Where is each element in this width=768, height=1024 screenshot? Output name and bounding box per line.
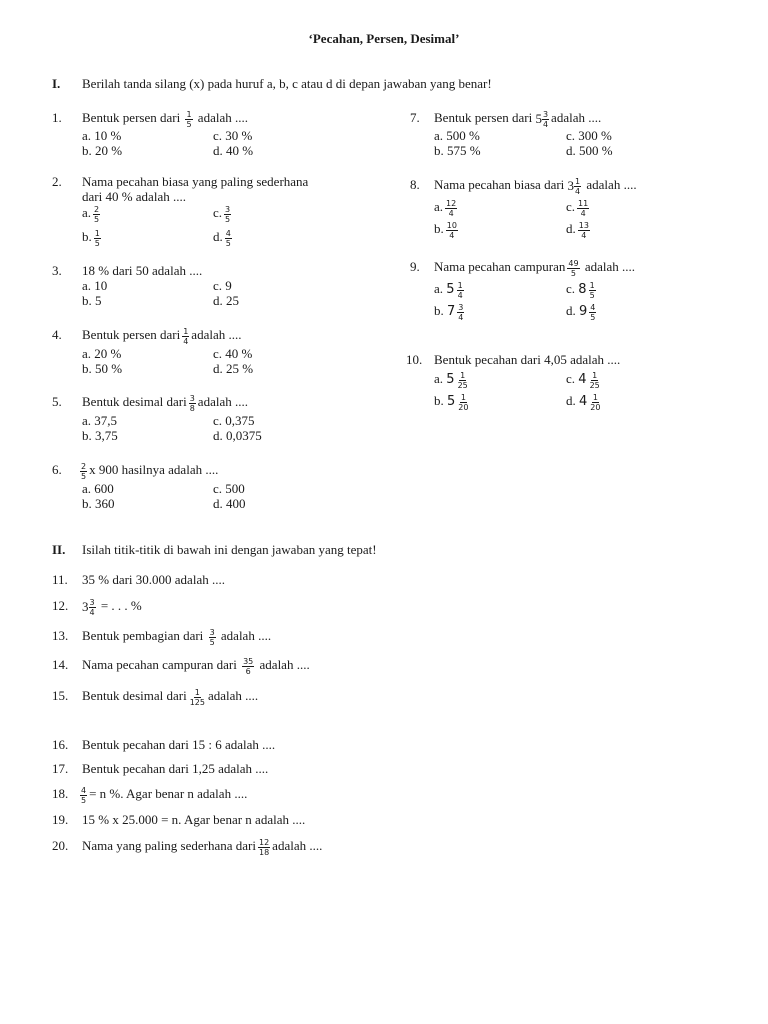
q1-post: adalah .... [197, 110, 248, 125]
q7-option-b[interactable]: b. 575 % [434, 143, 481, 158]
q2-option-b[interactable]: b. $\frac{1}{5}$ [82, 228, 100, 248]
q9-text: Nama pecahan campuran $\frac{49}{5}$ adalah .... [434, 258, 635, 278]
q4-option-d[interactable]: d. 25 % [213, 361, 254, 376]
q9-option-b[interactable]: b. 7 $\frac{3}{4}$ [434, 302, 464, 322]
q9-number: 9. [410, 259, 420, 274]
q10-option-a[interactable]: a. 5 $\frac{1}{25}$ [434, 370, 468, 390]
q5-number: 5. [52, 394, 62, 409]
q1-pre: Bentuk persen dari [82, 110, 181, 125]
q14-number: 14. [52, 657, 69, 672]
q6-option-c[interactable]: c. 500 [213, 481, 245, 496]
q1-option-c[interactable]: c. 30 % [213, 128, 253, 143]
q11-text: 35 % dari 30.000 adalah .... [82, 572, 225, 587]
q9-option-c[interactable]: c. 8 $\frac{1}{5}$ [566, 280, 595, 300]
q10-text: Bentuk pecahan dari 4,05 adalah .... [434, 352, 621, 367]
q2-number: 2. [52, 174, 62, 189]
q16-number: 16. [52, 737, 69, 752]
q7-option-a[interactable]: a. 500 % [434, 128, 480, 143]
q5-option-a[interactable]: a. 37,5 [82, 413, 118, 428]
q15-text: Bentuk desimal dari $\frac{1}{125}$ adalah .... [82, 687, 259, 707]
q15-number: 15. [52, 688, 69, 703]
q4-number: 4. [52, 327, 62, 342]
q9-option-a[interactable]: a. 5 $\frac{1}{4}$ [434, 280, 463, 300]
q6-text: $\frac{2}{5}$ x 900 hasilnya adalah .... [81, 461, 219, 481]
q6-number: 6. [52, 462, 62, 477]
q2-line1: Nama pecahan biasa yang paling sederhana [82, 174, 309, 189]
q19-number: 19. [52, 812, 69, 827]
q12-text: 3 $\frac{3}{4}$ = . . . % [82, 597, 142, 617]
q13-text: Bentuk pembagian dari $\frac{3}{5}$ adalah .... [82, 627, 272, 647]
q20-text: Nama yang paling sederhana dari $\frac{12}{18}$ adalah .... [82, 837, 323, 857]
section-2-number: II. [52, 542, 66, 557]
q4-option-a[interactable]: a. 20 % [82, 346, 122, 361]
page-title: ‘Pecahan, Persen, Desimal’ [308, 31, 460, 46]
q8-text: Nama pecahan biasa dari 3 $\frac{1}{4}$ adalah .... [434, 176, 637, 196]
q8-number: 8. [410, 177, 420, 192]
q18-text: $\frac{4}{5}$ = n %. Agar benar n adalah .... [81, 785, 248, 805]
q3-option-c[interactable]: c. 9 [213, 278, 232, 293]
q1-option-d[interactable]: d. 40 % [213, 143, 254, 158]
q2-option-c[interactable]: c. $\frac{3}{5}$ [213, 204, 231, 224]
q7-number: 7. [410, 110, 420, 125]
q7-option-d[interactable]: d. 500 % [566, 143, 613, 158]
q1-option-b[interactable]: b. 20 % [82, 143, 123, 158]
q6-option-d[interactable]: d. 400 [213, 496, 246, 511]
q4-option-b[interactable]: b. 50 % [82, 361, 123, 376]
q8-option-c[interactable]: c. $\frac{11}{4}$ [566, 198, 589, 218]
q7-option-c[interactable]: c. 300 % [566, 128, 612, 143]
section-2-instruction: Isilah titik-titik di bawah ini dengan jawaban yang tepat! [82, 542, 377, 557]
q4-option-c[interactable]: c. 40 % [213, 346, 253, 361]
q1-option-a[interactable]: a. 10 % [82, 128, 122, 143]
q7-text: Bentuk persen dari 5 $\frac{3}{4}$ adalah .... [434, 109, 602, 129]
q1-text [82, 106, 248, 130]
q1-number: 1. [52, 110, 62, 125]
q5-option-b[interactable]: b. 3,75 [82, 428, 118, 443]
q11-number: 11. [52, 572, 68, 587]
q6-option-a[interactable]: a. 600 [82, 481, 114, 496]
q3-option-d[interactable]: d. 25 [213, 293, 239, 308]
q2-option-a[interactable]: a. $\frac{2}{5}$ [82, 204, 100, 224]
q2-option-d[interactable]: d. $\frac{4}{5}$ [213, 228, 231, 248]
q10-option-c[interactable]: c. 4 $\frac{1}{25}$ [566, 370, 600, 390]
q8-option-a[interactable]: a. $\frac{12}{4}$ [434, 198, 457, 218]
q3-text: 18 % dari 50 adalah .... [82, 263, 203, 278]
q10-option-d[interactable]: d. 4 $\frac{1}{20}$ [566, 392, 601, 412]
q8-option-b[interactable]: b. $\frac{10}{4}$ [434, 220, 457, 240]
q5-option-c[interactable]: c. 0,375 [213, 413, 255, 428]
q17-text: Bentuk pecahan dari 1,25 adalah .... [82, 761, 269, 776]
q1-fraction: $\frac{1}{5}$ [186, 109, 192, 129]
q18-number: 18. [52, 786, 69, 801]
q16-text: Bentuk pecahan dari 15 : 6 adalah .... [82, 737, 276, 752]
section-1-number: I. [52, 76, 61, 91]
q3-number: 3. [52, 263, 62, 278]
q19-text: 15 % x 25.000 = n. Agar benar n adalah .... [82, 812, 306, 827]
q5-text: Bentuk desimal dari $\frac{3}{8}$ adalah .... [82, 393, 248, 413]
q6-option-b[interactable]: b. 360 [82, 496, 115, 511]
q20-number: 20. [52, 838, 69, 853]
q3-option-a[interactable]: a. 10 [82, 278, 108, 293]
section-1-instruction: Berilah tanda silang (x) pada huruf a, b, c atau d di depan jawaban yang benar! [82, 76, 492, 91]
q9-option-d[interactable]: d. 9 $\frac{4}{5}$ [566, 302, 596, 322]
q2-line2: dari 40 % adalah .... [82, 189, 186, 204]
q8-option-d[interactable]: d. $\frac{13}{4}$ [566, 220, 589, 240]
q5-option-d[interactable]: d. 0,0375 [213, 428, 262, 443]
q13-number: 13. [52, 628, 69, 643]
q14-text: Nama pecahan campuran dari $\frac{35}{6}$ adalah .... [82, 656, 310, 676]
q10-option-b[interactable]: b. 5 $\frac{1}{20}$ [434, 392, 469, 412]
q10-number: 10. [406, 352, 423, 367]
q4-text: Bentuk persen dari $\frac{1}{4}$ adalah .... [82, 326, 242, 346]
q3-option-b[interactable]: b. 5 [82, 293, 102, 308]
q12-number: 12. [52, 598, 69, 613]
q17-number: 17. [52, 761, 69, 776]
